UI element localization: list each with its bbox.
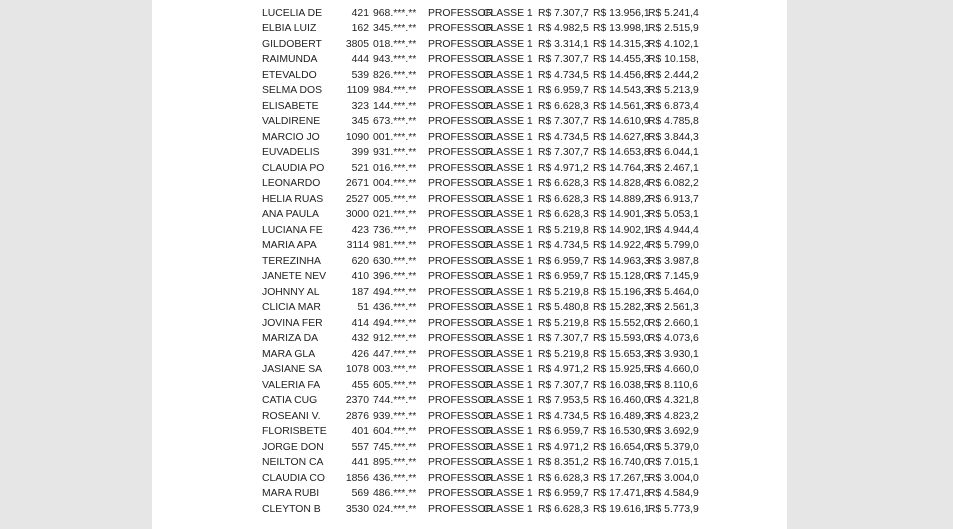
cell-value-1: R$ 8.351,2 (538, 457, 589, 468)
cell-value-3: R$ 2.660,1 (648, 317, 699, 329)
cell-name: CLAUDIA PO (262, 162, 325, 174)
cell-cpf: 745.***.** (373, 441, 417, 453)
cell-cargo: PROFESSOR (428, 255, 494, 267)
cell-cargo: PROFESSOR (428, 178, 494, 189)
table-row (152, 471, 787, 487)
cell-cpf: 673.***.** (373, 116, 417, 127)
cell-value-1: R$ 6.959,7 (538, 271, 589, 282)
cell-value-1: R$ 5.480,8 (538, 302, 589, 313)
table-row (152, 176, 787, 192)
cell-cargo: PROFESSOR (428, 240, 494, 251)
cell-cpf: 005.***.** (373, 193, 417, 205)
cell-value-1: R$ 4.971,2 (538, 441, 589, 453)
cell-value-2: R$ 16.489,3 (593, 410, 650, 422)
table-row (152, 114, 787, 130)
cell-value-1: R$ 6.628,3 (538, 472, 589, 484)
cell-cargo: PROFESSOR (428, 271, 494, 282)
cell-value-3: R$ 3.692,9 (648, 426, 699, 437)
cell-value-3: R$ 10.158, (648, 54, 699, 65)
table-row (152, 316, 787, 332)
cell-classe: CLASSE 1 (483, 7, 533, 19)
cell-value-3: R$ 4.785,8 (648, 116, 699, 127)
cell-code: 441 (351, 457, 369, 468)
cell-value-3: R$ 3.987,8 (648, 255, 699, 267)
cell-value-3: R$ 4.944,4 (648, 224, 699, 236)
cell-classe: CLASSE 1 (483, 271, 533, 282)
cell-value-3: R$ 5.241,4 (648, 7, 699, 19)
cell-value-2: R$ 14.315,3 (593, 38, 650, 50)
cell-name: RAIMUNDA (262, 54, 318, 65)
cell-code: 1078 (345, 364, 369, 375)
cell-name: NEILTON CA (262, 457, 324, 468)
cell-classe: CLASSE 1 (483, 395, 533, 406)
cell-value-1: R$ 4.971,2 (538, 364, 589, 375)
cell-cargo: PROFESSOR (428, 286, 494, 298)
cell-cargo: PROFESSOR (428, 85, 494, 96)
cell-cpf: 396.***.** (373, 271, 417, 282)
cell-value-1: R$ 3.314,1 (538, 38, 589, 50)
cell-classe: CLASSE 1 (483, 286, 533, 298)
cell-name: LUCIANA FE (262, 224, 323, 236)
cell-cargo: PROFESSOR (428, 348, 494, 360)
table-row (152, 455, 787, 471)
cell-value-1: R$ 7.307,7 (538, 379, 589, 391)
cell-value-1: R$ 6.959,7 (538, 85, 589, 96)
cell-cpf: 912.***.** (373, 333, 417, 344)
cell-value-1: R$ 5.219,8 (538, 317, 589, 329)
cell-value-1: R$ 7.953,5 (538, 395, 589, 406)
table-row (152, 99, 787, 115)
cell-name: CLEYTON B (262, 503, 321, 515)
cell-cpf: 144.***.** (373, 100, 417, 112)
cell-value-3: R$ 6.082,2 (648, 178, 699, 189)
cell-value-1: R$ 6.959,7 (538, 426, 589, 437)
cell-classe: CLASSE 1 (483, 317, 533, 329)
cell-name: JOHNNY AL (262, 286, 320, 298)
cell-classe: CLASSE 1 (483, 131, 533, 143)
cell-cpf: 826.***.** (373, 69, 417, 81)
cell-classe: CLASSE 1 (483, 348, 533, 360)
cell-value-1: R$ 4.971,2 (538, 162, 589, 174)
cell-cargo: PROFESSOR (428, 379, 494, 391)
cell-value-3: R$ 4.584,9 (648, 488, 699, 499)
cell-value-2: R$ 16.740,0 (593, 457, 650, 468)
cell-name: TEREZINHA (262, 255, 321, 267)
cell-value-2: R$ 14.963,3 (593, 255, 650, 267)
cell-name: SELMA DOS (262, 85, 323, 96)
cell-code: 557 (351, 441, 369, 453)
cell-code: 323 (351, 100, 369, 112)
cell-classe: CLASSE 1 (483, 147, 533, 158)
cell-value-2: R$ 14.543,3 (593, 85, 650, 96)
cell-value-2: R$ 14.889,2 (593, 193, 650, 205)
table-row (152, 331, 787, 347)
cell-value-2: R$ 16.654,0 (593, 441, 650, 453)
cell-value-1: R$ 4.734,5 (538, 240, 589, 251)
cell-code: 3000 (345, 209, 369, 220)
cell-classe: CLASSE 1 (483, 379, 533, 391)
cell-value-1: R$ 6.628,3 (538, 100, 589, 112)
cell-value-2: R$ 16.460,0 (593, 395, 650, 406)
cell-value-3: R$ 5.379,0 (648, 441, 699, 453)
cell-value-3: R$ 3.844,3 (648, 131, 699, 143)
table-row (152, 486, 787, 502)
cell-name: EUVADELIS (262, 147, 320, 158)
cell-value-3: R$ 8.110,6 (648, 379, 699, 391)
cell-code: 444 (351, 54, 369, 65)
cell-value-1: R$ 6.628,3 (538, 209, 589, 220)
cell-value-3: R$ 4.823,2 (648, 410, 699, 422)
cell-classe: CLASSE 1 (483, 302, 533, 313)
cell-value-3: R$ 6.873,4 (648, 100, 699, 112)
cell-classe: CLASSE 1 (483, 38, 533, 50)
cell-classe: CLASSE 1 (483, 503, 533, 515)
cell-value-3: R$ 4.102,1 (648, 38, 699, 50)
cell-name: MARCIO JO (262, 131, 320, 143)
cell-value-1: R$ 7.307,7 (538, 147, 589, 158)
cell-cargo: PROFESSOR (428, 503, 494, 515)
cell-cargo: PROFESSOR (428, 472, 494, 484)
cell-cargo: PROFESSOR (428, 193, 494, 205)
cell-cargo: PROFESSOR (428, 54, 494, 65)
cell-cargo: PROFESSOR (428, 162, 494, 174)
cell-value-2: R$ 15.128,0 (593, 271, 650, 282)
cell-name: LUCELIA DE (262, 7, 323, 19)
cell-value-3: R$ 7.015,1 (648, 457, 699, 468)
cell-name: MARA RUBI (262, 488, 320, 499)
table-row (152, 52, 787, 68)
cell-value-2: R$ 14.902,1 (593, 224, 650, 236)
cell-value-2: R$ 14.455,3 (593, 54, 650, 65)
cell-value-1: R$ 5.219,8 (538, 348, 589, 360)
cell-code: 3114 (346, 240, 369, 251)
cell-name: JOVINA FER (262, 317, 323, 329)
cell-cpf: 001.***.** (373, 131, 417, 143)
cell-cpf: 016.***.** (373, 162, 417, 174)
cell-cpf: 630.***.** (373, 255, 417, 267)
cell-value-2: R$ 16.038,5 (593, 379, 650, 391)
cell-value-2: R$ 14.456,8 (593, 69, 650, 81)
cell-cpf: 605.***.** (373, 379, 417, 391)
cell-value-3: R$ 5.213,9 (648, 85, 699, 96)
cell-code: 187 (351, 286, 369, 298)
cell-classe: CLASSE 1 (483, 255, 533, 267)
cell-name: JANETE NEV (262, 271, 327, 282)
cell-cargo: PROFESSOR (428, 333, 494, 344)
cell-classe: CLASSE 1 (483, 193, 533, 205)
cell-name: VALERIA FA (262, 379, 321, 391)
cell-cargo: PROFESSOR (428, 410, 494, 422)
cell-code: 410 (351, 271, 369, 282)
cell-cargo: PROFESSOR (428, 441, 494, 453)
table-row (152, 68, 787, 84)
cell-cargo: PROFESSOR (428, 7, 494, 19)
cell-value-1: R$ 7.307,7 (538, 116, 589, 127)
table-row (152, 130, 787, 146)
cell-value-2: R$ 13.998,1 (593, 23, 650, 34)
cell-code: 2876 (345, 410, 369, 422)
cell-value-3: R$ 3.930,1 (648, 348, 699, 360)
cell-cpf: 604.***.** (373, 426, 417, 437)
cell-classe: CLASSE 1 (483, 488, 533, 499)
cell-code: 2671 (345, 178, 369, 189)
cell-name: JORGE DON (262, 441, 324, 453)
table-row (152, 393, 787, 409)
table-row (152, 21, 787, 37)
cell-name: ELBIA LUIZ (262, 23, 317, 34)
cell-value-1: R$ 4.734,5 (538, 410, 589, 422)
cell-value-2: R$ 14.627,8 (593, 131, 650, 143)
cell-cargo: PROFESSOR (428, 116, 494, 127)
cell-name: MARIA APA (262, 240, 317, 251)
cell-cpf: 345.***.** (373, 23, 417, 34)
cell-value-3: R$ 2.515,9 (648, 23, 699, 34)
document-page (152, 0, 787, 529)
cell-code: 569 (351, 488, 369, 499)
cell-value-2: R$ 15.552,0 (593, 317, 650, 329)
cell-classe: CLASSE 1 (483, 23, 533, 34)
cell-cargo: PROFESSOR (428, 488, 494, 499)
table-row (152, 285, 787, 301)
cell-cargo: PROFESSOR (428, 38, 494, 50)
cell-value-1: R$ 7.307,7 (538, 333, 589, 344)
cell-value-3: R$ 5.799,0 (648, 240, 699, 251)
cell-classe: CLASSE 1 (483, 410, 533, 422)
table-row (152, 238, 787, 254)
cell-classe: CLASSE 1 (483, 457, 533, 468)
cell-code: 414 (351, 317, 369, 329)
cell-name: JASIANE SA (262, 364, 323, 375)
cell-value-2: R$ 13.956,1 (593, 7, 650, 19)
table-row (152, 207, 787, 223)
cell-cpf: 024.***.** (373, 503, 417, 515)
cell-classe: CLASSE 1 (483, 224, 533, 236)
cell-value-3: R$ 2.467,1 (648, 162, 699, 174)
cell-cargo: PROFESSOR (428, 364, 494, 375)
cell-value-2: R$ 14.901,3 (593, 209, 650, 220)
cell-cargo: PROFESSOR (428, 426, 494, 437)
cell-value-2: R$ 15.196,3 (593, 286, 650, 298)
table-row (152, 347, 787, 363)
table-row (152, 83, 787, 99)
cell-classe: CLASSE 1 (483, 116, 533, 127)
cell-code: 401 (351, 426, 369, 437)
cell-value-3: R$ 5.773,9 (648, 503, 699, 515)
cell-name: CLAUDIA CO (262, 472, 325, 484)
cell-value-2: R$ 14.764,3 (593, 162, 650, 174)
data-table (152, 0, 787, 517)
table-row (152, 424, 787, 440)
cell-code: 51 (357, 302, 369, 313)
cell-code: 1090 (345, 131, 369, 143)
cell-name: CATIA CUG (262, 395, 318, 406)
cell-name: FLORISBETE (262, 426, 327, 437)
cell-classe: CLASSE 1 (483, 54, 533, 65)
cell-value-2: R$ 17.267,5 (593, 472, 650, 484)
cell-value-3: R$ 6.044,1 (648, 147, 699, 158)
cell-value-2: R$ 16.530,9 (593, 426, 650, 437)
cell-code: 2527 (345, 193, 369, 205)
cell-cargo: PROFESSOR (428, 457, 494, 468)
cell-value-1: R$ 4.734,5 (538, 131, 589, 143)
cell-value-2: R$ 14.653,8 (593, 147, 650, 158)
cell-code: 521 (351, 162, 369, 174)
cell-value-1: R$ 7.307,7 (538, 7, 589, 19)
cell-code: 3530 (345, 503, 369, 515)
cell-classe: CLASSE 1 (483, 333, 533, 344)
cell-cpf: 494.***.** (373, 286, 417, 298)
cell-cpf: 984.***.** (373, 85, 417, 96)
cell-value-3: R$ 7.145,9 (648, 271, 699, 282)
cell-cpf: 486.***.** (373, 488, 417, 499)
cell-code: 432 (351, 333, 369, 344)
cell-value-1: R$ 5.219,8 (538, 224, 589, 236)
cell-name: HELIA RUAS (262, 193, 324, 205)
cell-classe: CLASSE 1 (483, 209, 533, 220)
cell-code: 426 (351, 348, 369, 360)
cell-name: MARIZA DA (262, 333, 319, 344)
cell-name: MARA GLA (262, 348, 316, 360)
table-row (152, 502, 787, 518)
cell-cargo: PROFESSOR (428, 100, 494, 112)
cell-value-1: R$ 7.307,7 (538, 54, 589, 65)
cell-code: 162 (351, 23, 369, 34)
table-row (152, 254, 787, 270)
cell-value-1: R$ 4.982,5 (538, 23, 589, 34)
table-row (152, 223, 787, 239)
cell-classe: CLASSE 1 (483, 472, 533, 484)
cell-classe: CLASSE 1 (483, 178, 533, 189)
table-row (152, 440, 787, 456)
table-row (152, 378, 787, 394)
cell-cargo: PROFESSOR (428, 224, 494, 236)
cell-cpf: 931.***.** (373, 147, 417, 158)
cell-classe: CLASSE 1 (483, 240, 533, 251)
cell-value-3: R$ 6.913,7 (648, 193, 699, 205)
cell-code: 539 (351, 69, 369, 81)
cell-name: ETEVALDO (262, 69, 317, 81)
cell-value-2: R$ 14.922,4 (593, 240, 650, 251)
cell-classe: CLASSE 1 (483, 426, 533, 437)
cell-value-3: R$ 4.321,8 (648, 395, 699, 406)
cell-cargo: PROFESSOR (428, 395, 494, 406)
table-row (152, 409, 787, 425)
cell-cpf: 447.***.** (373, 348, 417, 360)
cell-cpf: 895.***.** (373, 457, 417, 468)
cell-value-2: R$ 19.616,1 (593, 503, 650, 515)
cell-name: ROSEANI V. (262, 410, 321, 422)
cell-cpf: 436.***.** (373, 472, 417, 484)
cell-cpf: 943.***.** (373, 54, 417, 65)
cell-value-3: R$ 3.004,0 (648, 472, 699, 484)
cell-value-3: R$ 4.073,6 (648, 333, 699, 344)
cell-value-1: R$ 4.734,5 (538, 69, 589, 81)
cell-value-3: R$ 5.053,1 (648, 209, 699, 220)
cell-cpf: 939.***.** (373, 410, 417, 422)
table-row (152, 192, 787, 208)
cell-classe: CLASSE 1 (483, 364, 533, 375)
cell-cargo: PROFESSOR (428, 302, 494, 313)
cell-cargo: PROFESSOR (428, 317, 494, 329)
cell-value-3: R$ 4.660,0 (648, 364, 699, 375)
cell-value-2: R$ 15.925,5 (593, 364, 650, 375)
cell-value-2: R$ 15.653,3 (593, 348, 650, 360)
cell-name: GILDOBERT (262, 38, 322, 50)
table-row (152, 145, 787, 161)
cell-value-3: R$ 2.561,3 (648, 302, 699, 313)
cell-name: ANA PAULA (262, 209, 319, 220)
cell-cargo: PROFESSOR (428, 147, 494, 158)
cell-value-1: R$ 6.959,7 (538, 255, 589, 267)
cell-cargo: PROFESSOR (428, 131, 494, 143)
cell-value-2: R$ 17.471,8 (593, 488, 650, 499)
table-row (152, 161, 787, 177)
cell-classe: CLASSE 1 (483, 69, 533, 81)
cell-classe: CLASSE 1 (483, 441, 533, 453)
cell-cpf: 003.***.** (373, 364, 417, 375)
cell-name: VALDIRENE (262, 116, 321, 127)
cell-cpf: 494.***.** (373, 317, 417, 329)
table-row (152, 6, 787, 22)
cell-classe: CLASSE 1 (483, 162, 533, 174)
table-row (152, 300, 787, 316)
cell-cargo: PROFESSOR (428, 69, 494, 81)
cell-code: 3805 (345, 38, 369, 50)
cell-value-3: R$ 5.464,0 (648, 286, 699, 298)
table-row (152, 269, 787, 285)
cell-value-1: R$ 6.959,7 (538, 488, 589, 499)
cell-code: 620 (351, 255, 369, 267)
cell-cpf: 736.***.** (373, 224, 417, 236)
cell-value-2: R$ 15.282,3 (593, 302, 650, 313)
cell-code: 345 (351, 116, 369, 127)
cell-code: 1109 (346, 85, 369, 96)
cell-value-1: R$ 5.219,8 (538, 286, 589, 298)
cell-cpf: 981.***.** (373, 240, 417, 251)
cell-value-1: R$ 6.628,3 (538, 178, 589, 189)
cell-value-1: R$ 6.628,3 (538, 193, 589, 205)
cell-value-3: R$ 2.444,2 (648, 69, 699, 81)
cell-code: 423 (351, 224, 369, 236)
cell-code: 1856 (345, 472, 369, 484)
cell-value-2: R$ 14.610,9 (593, 116, 650, 127)
cell-classe: CLASSE 1 (483, 85, 533, 96)
cell-code: 421 (351, 7, 369, 19)
cell-code: 2370 (345, 395, 369, 406)
cell-cpf: 004.***.** (373, 178, 417, 189)
cell-value-2: R$ 14.561,3 (593, 100, 650, 112)
table-row (152, 37, 787, 53)
cell-name: ELISABETE (262, 100, 319, 112)
cell-code: 455 (351, 379, 369, 391)
cell-name: LEONARDO (262, 178, 321, 189)
cell-cargo: PROFESSOR (428, 209, 494, 220)
cell-value-2: R$ 15.593,0 (593, 333, 650, 344)
cell-cpf: 436.***.** (373, 302, 417, 313)
cell-cpf: 018.***.** (373, 38, 417, 50)
cell-value-1: R$ 6.628,3 (538, 503, 589, 515)
cell-code: 399 (351, 147, 369, 158)
table-row (152, 362, 787, 378)
cell-cpf: 744.***.** (373, 395, 417, 406)
cell-cargo: PROFESSOR (428, 23, 494, 34)
cell-name: CLICIA MAR (262, 302, 321, 313)
cell-cpf: 021.***.** (373, 209, 417, 220)
cell-value-2: R$ 14.828,4 (593, 178, 650, 189)
cell-cpf: 968.***.** (373, 7, 417, 19)
cell-classe: CLASSE 1 (483, 100, 533, 112)
